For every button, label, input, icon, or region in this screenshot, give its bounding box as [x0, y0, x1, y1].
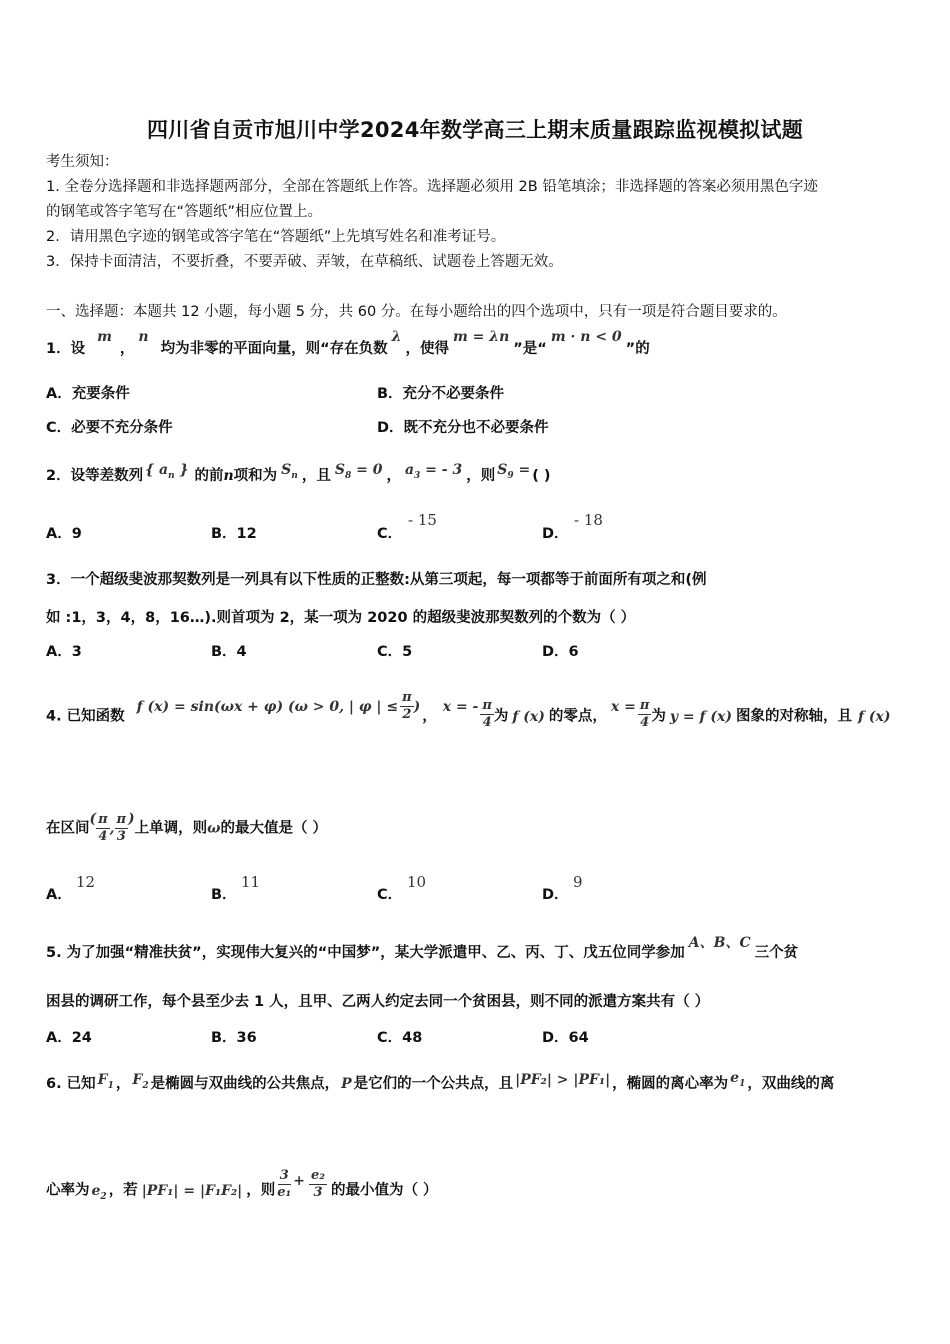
q3-option-d[interactable]: D．6: [542, 644, 579, 660]
q3-option-b[interactable]: B．4: [211, 644, 247, 660]
q1-option-b[interactable]: B．充分不必要条件: [377, 386, 505, 402]
q3-option-a[interactable]: A．3: [46, 644, 82, 660]
q2-option-b[interactable]: B．12: [211, 526, 257, 542]
q4-option-b[interactable]: B．: [211, 887, 237, 903]
q4-stem-line1: 4. 已知函数f (x) = sin(ωx + φ) (ω > 0, | φ | ≤ $\frac{\pi}{2}$ )，x = - $\frac{\pi}{4}$ 为 f (x) 的零点，x = $\frac{\pi}{4}$ 为 y = f (x) 图象的对称轴，且 f (x): [46, 690, 891, 730]
page-title: 四川省自贡市旭川中学2024年数学高三上期末质量跟踪监视模拟试题: [146, 118, 804, 142]
q2-option-c-value: - 15: [408, 511, 437, 529]
q5-option-c[interactable]: C．48: [377, 1030, 423, 1046]
q2-option-a[interactable]: A．9: [46, 526, 82, 542]
q2-option-d-value: - 18: [574, 511, 603, 529]
q4-option-a[interactable]: A．: [46, 887, 72, 903]
notice-item-1: 1. 全卷分选择题和非选择题两部分，全部在答题纸上作答。选择题必须用 2B 铅笔填涂；非选择题的答案必须用黑色字迹: [46, 179, 818, 195]
q4-option-c[interactable]: C．: [377, 887, 403, 903]
q3-option-c[interactable]: C．5: [377, 644, 413, 660]
q1-option-a[interactable]: A．充要条件: [46, 386, 130, 402]
q1-stem: 1．设m，n均为非零的平面向量，则“存在负数λ，使得m = λn”是“m · n < 0”的: [46, 329, 650, 357]
q1-option-d[interactable]: D．既不充分也不必要条件: [377, 420, 549, 436]
q5-stem-line2: 困县的调研工作，每个县至少去 1 人，且甲、乙两人约定去同一个贫困县，则不同的派遣方案共有（ ）: [46, 994, 710, 1010]
q4-option-d-value: 9: [573, 873, 583, 891]
q4-option-a-value: 12: [76, 873, 96, 891]
q2-option-d[interactable]: D．: [542, 526, 569, 542]
section-heading: 一、选择题：本题共 12 小题，每小题 5 分，共 60 分。在每小题给出的四个选项中，只有一项是符合题目要求的。: [46, 304, 787, 320]
notice-item-2: 2．请用黑色字迹的钢笔或答字笔在“答题纸”上先填写姓名和准考证号。: [46, 229, 506, 245]
q6-stem-line1: 6. 已知 $F_1$ ， $F_2$ 是椭圆与双曲线的公共焦点， P 是它们的一个公共点，且 |PF₂| > |PF₁| ，椭圆的离心率为 $e_1$ ，双曲线的离: [46, 1070, 835, 1092]
q2-option-c[interactable]: C．: [377, 526, 403, 542]
q5-stem-line1: 5. 为了加强“精准扶贫”，实现伟大复兴的“中国梦”，某大学派遣甲、乙、丙、丁、戊五位同学参加A、B、C三个贫: [46, 935, 799, 961]
q1-option-c[interactable]: C．必要不充分条件: [46, 420, 173, 436]
q5-option-a[interactable]: A．24: [46, 1030, 92, 1046]
q2-stem: 2．设等差数列 { $a_n$ } 的前n项和为 $S_n$ ，且 $S_8 = 0$ ， $a_3$ = - 3 ，则 $S_9$ = ( ): [46, 462, 551, 484]
q5-option-b[interactable]: B．36: [211, 1030, 257, 1046]
q4-option-d[interactable]: D．: [542, 887, 569, 903]
q3-stem-line1: 3．一个超级斐波那契数列是一列具有以下性质的正整数:从第三项起，每一项都等于前面所有项之和(例: [46, 572, 707, 588]
q4-option-c-value: 10: [407, 873, 427, 891]
q6-stem-line2: 心率为 $e_2$ ，若 |PF₁| = |F₁F₂| ，则 $\frac{3}{\text{e₁}}$ + $\frac{\text{e₂}}{3}$ 的最小值为（ ）: [46, 1168, 438, 1202]
notice-item-3: 3．保持卡面清洁，不要折叠，不要弄破、弄皱，在草稿纸、试题卷上答题无效。: [46, 254, 563, 270]
notice-heading: 考生须知：: [46, 154, 119, 170]
notice-item-1-cont: 的钢笔或答字笔写在“答题纸”相应位置上。: [46, 204, 323, 220]
q5-option-d[interactable]: D．64: [542, 1030, 589, 1046]
q4-stem-line2: 在区间( $\frac{\pi}{4}$ , $\frac{\pi}{3}$ )上单调，则ω的最大值是（ ）: [46, 810, 328, 844]
q4-option-b-value: 11: [241, 873, 261, 891]
q3-stem-line2: 如 :1，3，4，8，16…).则首项为 2，某一项为 2020 的超级斐波那契数列的个数为（ ）: [46, 610, 636, 626]
